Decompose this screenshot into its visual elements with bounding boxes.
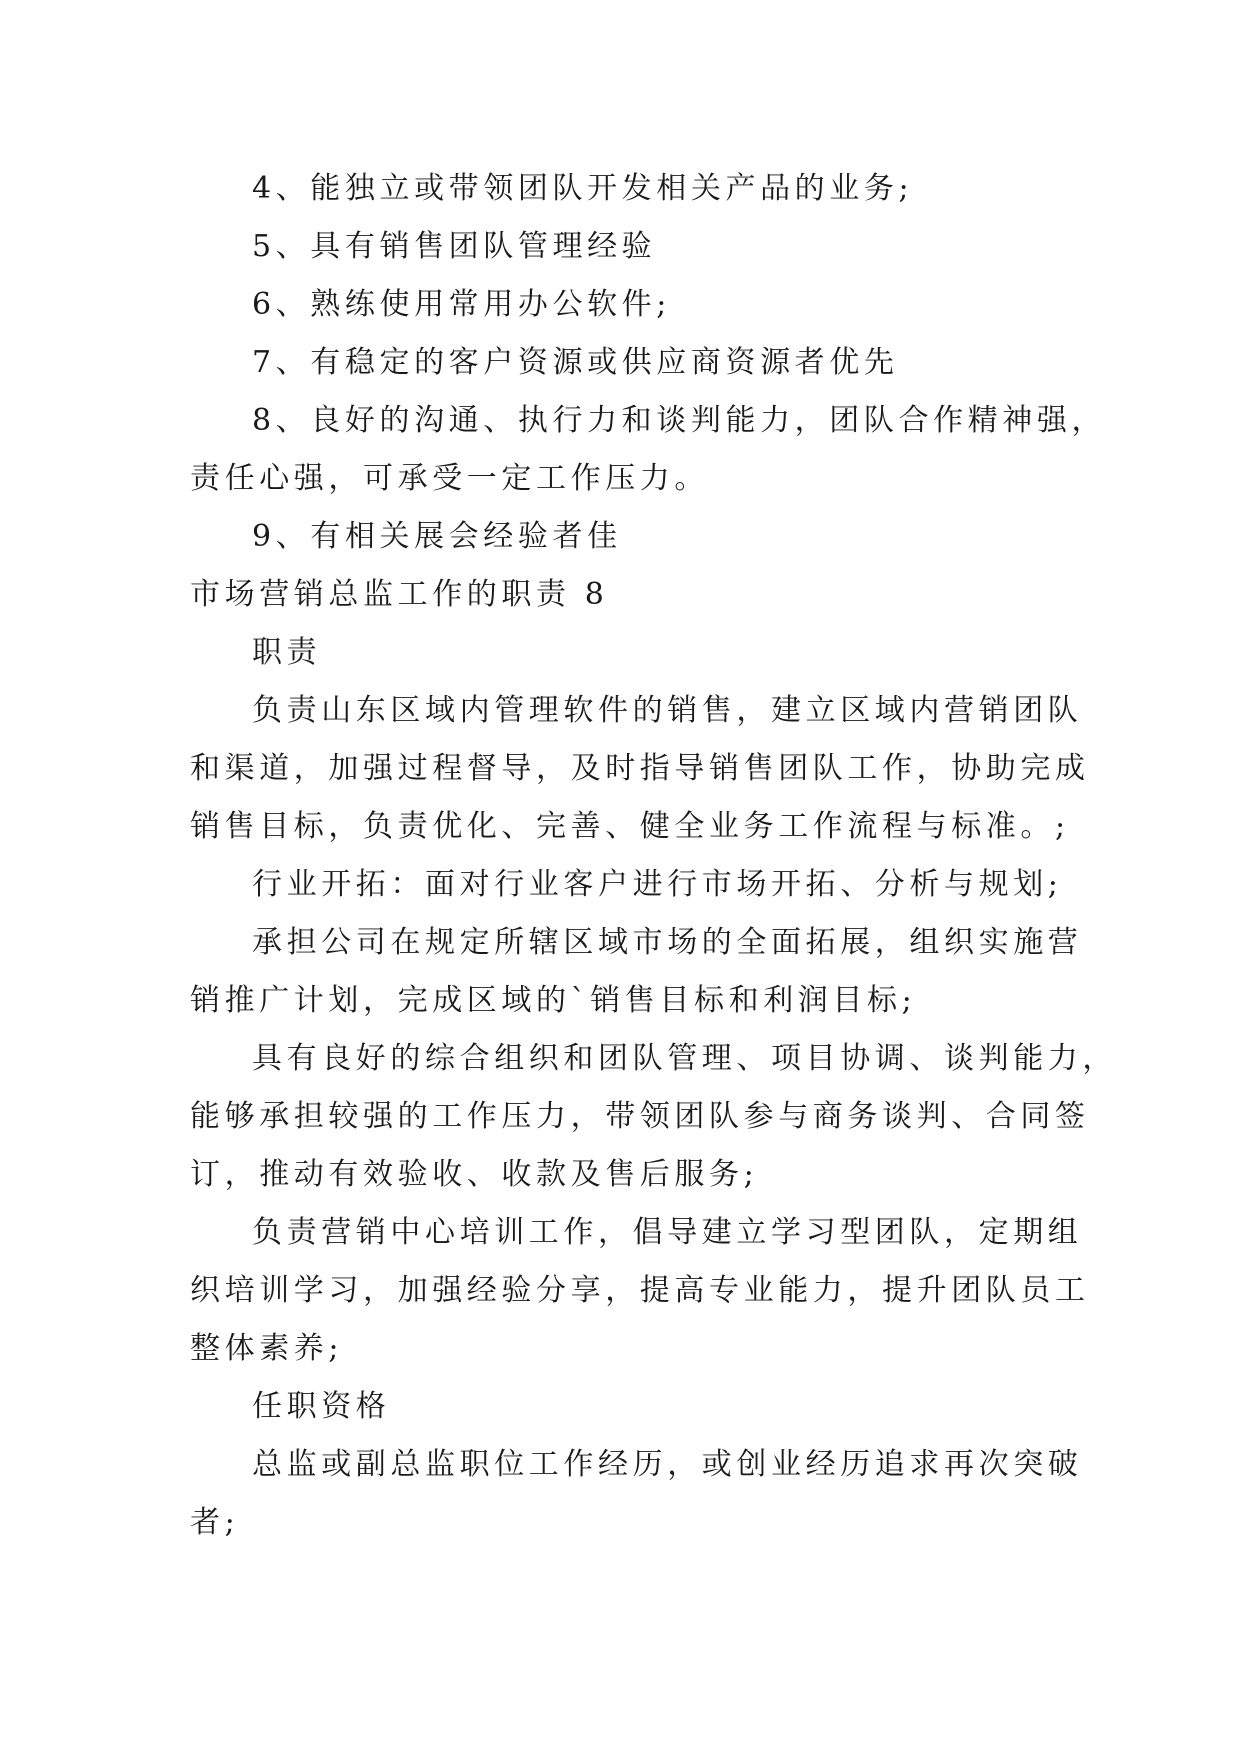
document-body — [190, 160, 1117, 1552]
requirement-item-5: 5、具有销售团队管理经验 — [252, 229, 657, 264]
requirement-item-4: 4、能独立或带领团队开发相关产品的业务; — [252, 171, 914, 206]
duty-paragraph-5-line-3: 整体素养; — [190, 1331, 344, 1366]
duty-paragraph-3-line-1: 承担公司在规定所辖区域市场的全面拓展，组织实施营 — [252, 925, 1083, 960]
qualification-paragraph-line-1: 总监或副总监职位工作经历，或创业经历追求再次突破 — [252, 1447, 1083, 1482]
duty-paragraph-3-line-2: 销推广计划，完成区域的`销售目标和利润目标; — [190, 983, 917, 1018]
requirement-item-9: 9、有相关展会经验者佳 — [252, 519, 622, 554]
duty-paragraph-1-line-3: 销售目标，负责优化、完善、健全业务工作流程与标准。; — [190, 809, 1070, 844]
duty-paragraph-1-line-2: 和渠道，加强过程督导，及时指导销售团队工作，协助完成 — [190, 751, 1090, 786]
qualifications-subheading: 任职资格 — [252, 1389, 391, 1424]
duty-paragraph-4-line-3: 订，推动有效验收、收款及售后服务; — [190, 1157, 759, 1192]
duty-paragraph-2: 行业开拓：面对行业客户进行市场开拓、分析与规划; — [252, 867, 1063, 902]
section-heading: 市场营销总监工作的职责 8 — [190, 577, 609, 612]
duty-paragraph-1-line-1: 负责山东区域内管理软件的销售，建立区域内营销团队 — [252, 693, 1083, 728]
duties-subheading: 职责 — [252, 635, 322, 670]
duty-paragraph-4-line-2: 能够承担较强的工作压力，带领团队参与商务谈判、合同签 — [190, 1099, 1090, 1134]
duty-paragraph-5-line-1: 负责营销中心培训工作，倡导建立学习型团队，定期组 — [252, 1215, 1083, 1250]
requirement-item-7: 7、有稳定的客户资源或供应商资源者优先 — [252, 345, 899, 380]
duty-paragraph-4-line-1: 具有良好的综合组织和团队管理、项目协调、谈判能力， — [252, 1041, 1117, 1076]
requirement-item-8-line-2: 责任心强，可承受一定工作压力。 — [190, 461, 709, 496]
duty-paragraph-5-line-2: 织培训学习，加强经验分享，提高专业能力，提升团队员工 — [190, 1273, 1090, 1308]
qualification-paragraph-line-2: 者; — [190, 1505, 240, 1540]
requirement-item-6: 6、熟练使用常用办公软件; — [252, 287, 671, 322]
requirement-item-8-line-1: 8、良好的沟通、执行力和谈判能力，团队合作精神强， — [252, 403, 1107, 438]
